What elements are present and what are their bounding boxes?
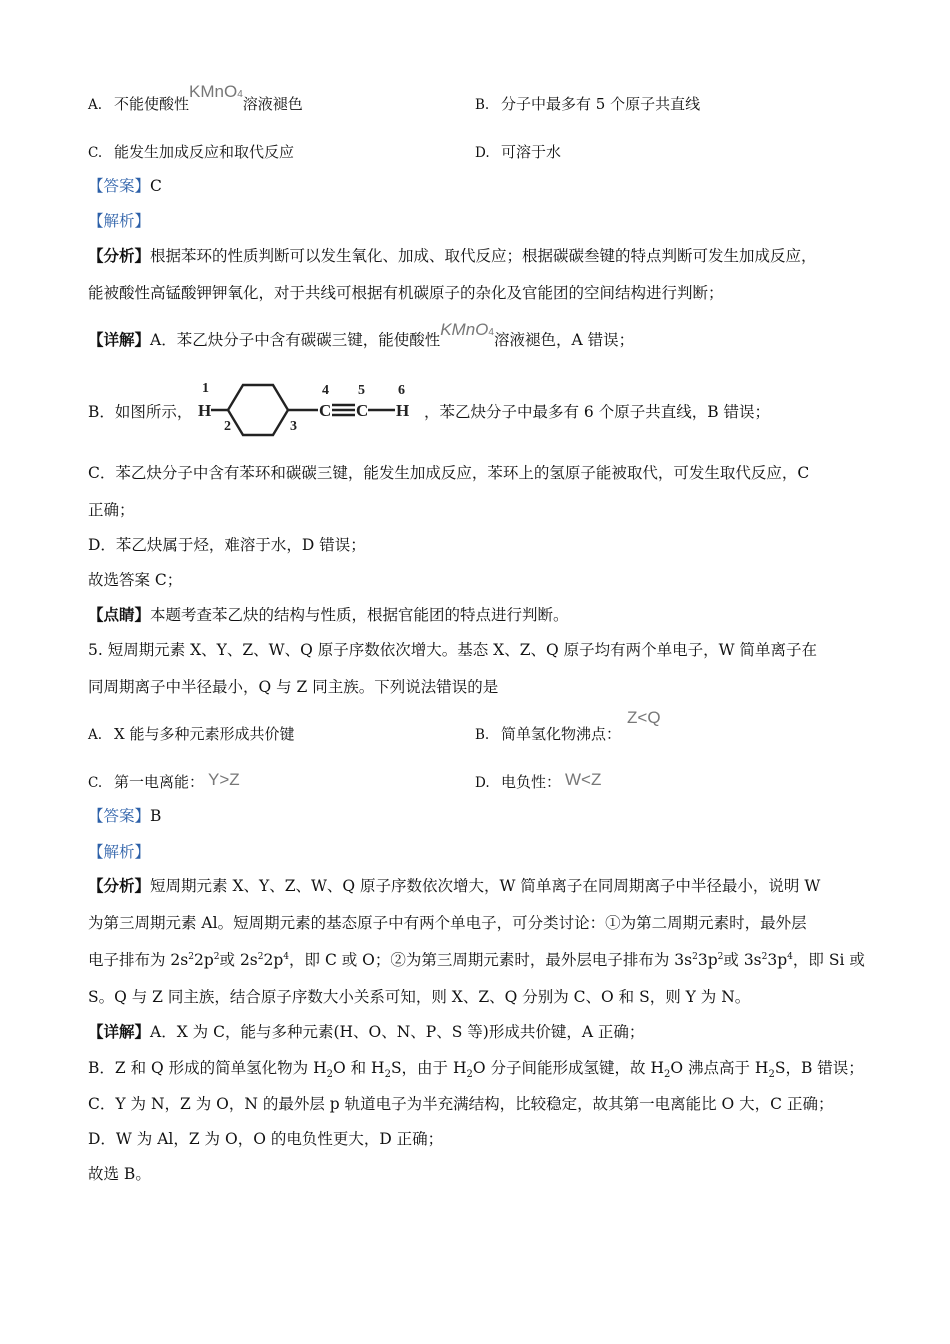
q4-detail-a: 【详解】A．苯乙炔分子中含有碳碳三键，能使酸性KMnO4溶液褪色，A 错误；	[88, 320, 635, 349]
option-label: B.	[475, 97, 490, 113]
q5-fenxi-line3: 电子排布为 $2s^22p^2$或 $2s^22p^4$，即 C 或 O；②为第三周期元素时，最外层电子排布为 $3s^23p^2$或 $3s^23p^4$，即 Si 或	[88, 951, 865, 969]
atom-number-5: 5	[358, 383, 365, 398]
phenylacetylene-structure	[198, 378, 424, 444]
option-label: D.	[475, 775, 490, 791]
q5-answer: 【答案】B	[88, 807, 162, 825]
q5-option-b: B. 简单氢化物沸点：Z<Q	[475, 708, 661, 743]
option-label: A.	[88, 727, 103, 743]
q5-stem-line1: 5. 短周期元素 X、Y、Z、W、Q 原子序数依次增大。基态 X、Z、Q 原子均有两个单电子，W 简单离子在	[88, 641, 817, 659]
q4-detail-d: D．苯乙炔属于烃，难溶于水，D 错误；	[88, 536, 366, 554]
atom-c4: C	[319, 401, 332, 420]
q4-option-c: C. 能发生加成反应和取代反应	[88, 143, 295, 161]
q4-detail-c-line2: 正确；	[88, 501, 135, 519]
q5-detail-b: B．Z 和 Q 形成的简单氢化物为 $H_2O$ 和 $H_2S$，由于 $H_2O$ 分子间能形成氢键，故 $H_2O$ 沸点高于 $H_2S$，B 错误；	[88, 1059, 864, 1081]
q4-conclusion: 故选答案 C；	[88, 571, 183, 589]
atom-number-2: 2	[224, 419, 231, 434]
atom-h1: H	[198, 401, 212, 420]
option-label: A.	[88, 97, 103, 113]
q4-fenxi-line2: 能被酸性高锰酸钾钾氧化，对于共线可根据有机碳原子的杂化及官能团的空间结构进行判断；	[88, 284, 724, 302]
q4-detail-c-line1: C．苯乙炔分子中含有苯环和碳碳三键，能发生加成反应，苯环上的氢原子能被取代，可发生取代反应，C	[88, 464, 810, 482]
q4-option-b: B. 分子中最多有 5 个原子共直线	[475, 95, 701, 113]
q5-option-c: C. 第一电离能： Y>Z	[88, 770, 240, 791]
option-label: B.	[475, 727, 490, 743]
atom-number-1: 1	[202, 381, 209, 396]
q4-detail-b-pre: B．如图所示，	[88, 403, 193, 421]
q5-option-a: A. X 能与多种元素形成共价键	[88, 725, 295, 743]
atom-number-3: 3	[290, 419, 297, 434]
option-label: D.	[475, 145, 490, 161]
structure-diagram	[198, 378, 424, 440]
benzene-ring	[228, 385, 288, 435]
atom-h6: H	[396, 401, 410, 420]
q4-fenxi-line1: 【分析】根据苯环的性质判断可以发生氧化、加成、取代反应；根据碳碳叁键的特点判断可发生加成反应，	[88, 246, 817, 265]
q5-fenxi-line4: S。Q 与 Z 同主族，结合原子序数大小关系可知，则 X、Z、Q 分别为 C、O 和 S，则 Y 为 N。	[88, 988, 751, 1006]
formula-kmno4: KMnO	[440, 320, 489, 339]
q4-option-d: D. 可溶于水	[475, 143, 562, 161]
atom-number-6: 6	[398, 383, 405, 398]
formula-w-lt-z: W<Z	[565, 770, 602, 789]
q5-analysis-heading: 【解析】	[88, 843, 151, 861]
q4-option-a: A. 不能使酸性KMnO4溶液褪色	[88, 82, 303, 113]
q4-analysis-heading: 【解析】	[88, 212, 151, 230]
atom-c5: C	[356, 401, 369, 420]
q4-answer: 【答案】C	[88, 177, 162, 195]
q5-detail-a: 【详解】A．X 为 C，能与多种元素(H、O、N、P、S 等)形成共价键，A 正确；	[88, 1022, 645, 1041]
formula-y-gt-z: Y>Z	[208, 770, 240, 789]
q5-stem-line2: 同周期离子中半径最小，Q 与 Z 同主族。下列说法错误的是	[88, 678, 499, 696]
formula-z-lt-q: Z<Q	[627, 708, 661, 727]
q4-detail-b-post: ，苯乙炔分子中最多有 6 个原子共直线，B 错误；	[424, 403, 771, 421]
q5-fenxi-line1: 【分析】短周期元素 X、Y、Z、W、Q 原子序数依次增大，W 简单离子在同周期离子中半径最小，说明 W	[88, 876, 821, 895]
q5-conclusion: 故选 B。	[88, 1165, 151, 1183]
q5-fenxi-line2: 为第三周期元素 Al。短周期元素的基态原子中有两个单电子，可分类讨论：①为第二周期元素时，最外层	[88, 914, 807, 932]
option-label: C.	[88, 775, 103, 791]
atom-number-4: 4	[322, 383, 329, 398]
option-label: C.	[88, 145, 103, 161]
q4-dianjing: 【点睛】本题考查苯乙炔的结构与性质，根据官能团的特点进行判断。	[88, 605, 569, 624]
q5-detail-d: D．W 为 Al，Z 为 O，O 的电负性更大，D 正确；	[88, 1130, 444, 1148]
formula-kmno4: KMnO	[189, 82, 238, 101]
q5-detail-c: C．Y 为 N，Z 为 O，N 的最外层 p 轨道电子为半充满结构，比较稳定，故其第一电离能比 O 大，C 正确；	[88, 1095, 834, 1113]
q5-option-d: D. 电负性： W<Z	[475, 770, 602, 791]
